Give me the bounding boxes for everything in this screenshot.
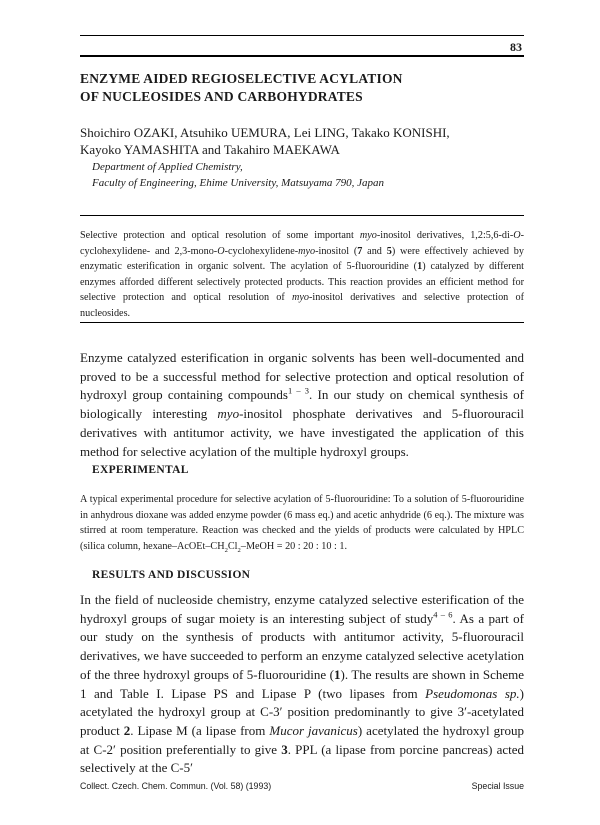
- header-rule-top: [80, 35, 524, 36]
- body-text: –MeOH = 20 : 20 : 10 : 1.: [240, 540, 348, 552]
- body-text: Cl: [227, 540, 238, 552]
- body-text: myo: [217, 406, 240, 422]
- compound-number: 2: [123, 722, 131, 738]
- abstract-text: ) catalyzed by different enzymes afforded different selectively protected products. This reaction provides an efficient method for selective protection and optical resolution of: [80, 261, 525, 304]
- body-text: . In our study on chemical synthesis of biologically interesting: [80, 387, 525, 422]
- abstract-text: -inositol derivatives and selective protection of nucleosides.: [80, 292, 524, 319]
- page-footer: [80, 781, 524, 791]
- body-text: . Lipase M (a lipase from: [130, 722, 270, 738]
- abstract-text: -cyclohexylidene-: [224, 245, 299, 257]
- abstract-text: Selective protection and optical resolution of some important: [80, 230, 360, 241]
- abstract-text: -inositol (: [315, 245, 358, 257]
- subscript: 2: [237, 546, 241, 554]
- body-text: Enzyme catalyzed esterification in organic solvents has been well-documented and proved to be a successful method for selective protection and optical resolution of hydroxyl group containing compounds: [80, 350, 524, 403]
- affiliation: [92, 159, 552, 191]
- compound-number: 1: [334, 666, 341, 682]
- reference-superscript: 1 – 3: [287, 386, 309, 397]
- abstract-text: ) were effectively achieved by enzymatic esterification in organic solvent. The acylation of 5-fluorouridine (: [80, 245, 524, 273]
- abstract-text: myo: [359, 230, 377, 241]
- body-text: ). The results are shown in Scheme 1 and Table I. Lipase PS and Lipase P (two lipases from: [80, 666, 525, 701]
- abstract-text: myo: [298, 245, 316, 257]
- author-list: [80, 124, 540, 158]
- journal-citation: Collect. Czech. Chem. Commun. (Vol. 58) (1993): [80, 781, 272, 791]
- abstract-text: -cyclohexylidene- and 2,3-mono-: [80, 230, 524, 257]
- abstract-text: and: [362, 245, 387, 257]
- authors-line-2: Kayoko YAMASHITA and Takahiro MAEKAWA: [80, 142, 340, 157]
- body-text: In the field of nucleoside chemistry, enzyme catalyzed selective esterification of the hydroxyl groups of sugar moiety is an interesting subject of study: [80, 592, 524, 626]
- subscript: 2: [224, 546, 228, 554]
- header-rule-bottom: [80, 55, 524, 57]
- experimental-paragraph: [80, 492, 524, 554]
- abstract-text: myo: [292, 292, 310, 304]
- section-heading-results: RESULTS AND DISCUSSION: [92, 569, 251, 581]
- section-heading-experimental: EXPERIMENTAL: [92, 464, 189, 476]
- body-text: . As a part of our study on the synthesis of products with antitumor activity, 5-fluorouracil derivatives, we have succeeded to perform an enzyme catalyzed selective acetylation of the three hydroxyl groups of 5-fluorouridine (: [80, 610, 525, 682]
- title-line-1: ENZYME AIDED REGIOSELECTIVE ACYLATION: [80, 71, 403, 86]
- body-text: ) acetylated the hydroxyl group at C-2′ position preferentially to give: [80, 722, 524, 757]
- body-text: ) acetylated the hydroxyl group at C-3′ position predominantly to give 3′-acetylated product: [80, 685, 524, 738]
- abstract-rule-top: [80, 215, 524, 216]
- page-number: 83: [510, 40, 522, 54]
- abstract-text: O: [217, 245, 225, 257]
- compound-number: 5: [386, 245, 392, 257]
- body-text: Mucor javanicus: [269, 722, 358, 738]
- compound-number: 3: [281, 741, 288, 757]
- issue-label: Special Issue: [471, 781, 524, 791]
- body-text: A typical experimental procedure for selective acylation of 5-fluorouridine: To a solution of 5-fluorouridine in anhydrous dioxane was added enzyme powder (6 mass eq.) and acetic anhydride (6 eq.). The mixture was stirred at room temperature. Reaction was checked and the yields of products were calculated by HPLC (silica column, hexane–AcOEt–CH: [80, 494, 524, 552]
- compound-number: 1: [417, 261, 423, 273]
- body-text: . PPL (a lipase from porcine pancreas) acted selectively at the C-5′: [80, 741, 525, 776]
- affiliation-line-2: Faculty of Engineering, Ehime University, Matsuyama 790, Japan: [92, 177, 385, 189]
- abstract-rule-bottom: [80, 322, 524, 323]
- abstract-text: O: [513, 230, 521, 241]
- reference-superscript: 4 – 6: [433, 609, 453, 620]
- abstract-text: -inositol derivatives, 1,2:5,6-di-: [376, 230, 514, 241]
- body-text: -inositol phosphate derivatives and 5-fluorouracil derivatives with antitumor activity, we have investigated the application of this method for selective acylation of the multiple hydroxyl groups.: [80, 406, 525, 459]
- compound-number: 7: [357, 245, 363, 257]
- affiliation-line-1: Department of Applied Chemistry,: [92, 161, 243, 173]
- body-text: Pseudomonas sp.: [425, 685, 520, 701]
- title-line-2: OF NUCLEOSIDES AND CARBOHYDRATES: [80, 89, 363, 104]
- authors-line-1: Shoichiro OZAKI, Atsuhiko UEMURA, Lei LING, Takako KONISHI,: [80, 125, 450, 140]
- article-title: [80, 70, 520, 106]
- intro-paragraph: [80, 349, 524, 461]
- results-paragraph: [80, 591, 524, 778]
- abstract: [80, 228, 524, 322]
